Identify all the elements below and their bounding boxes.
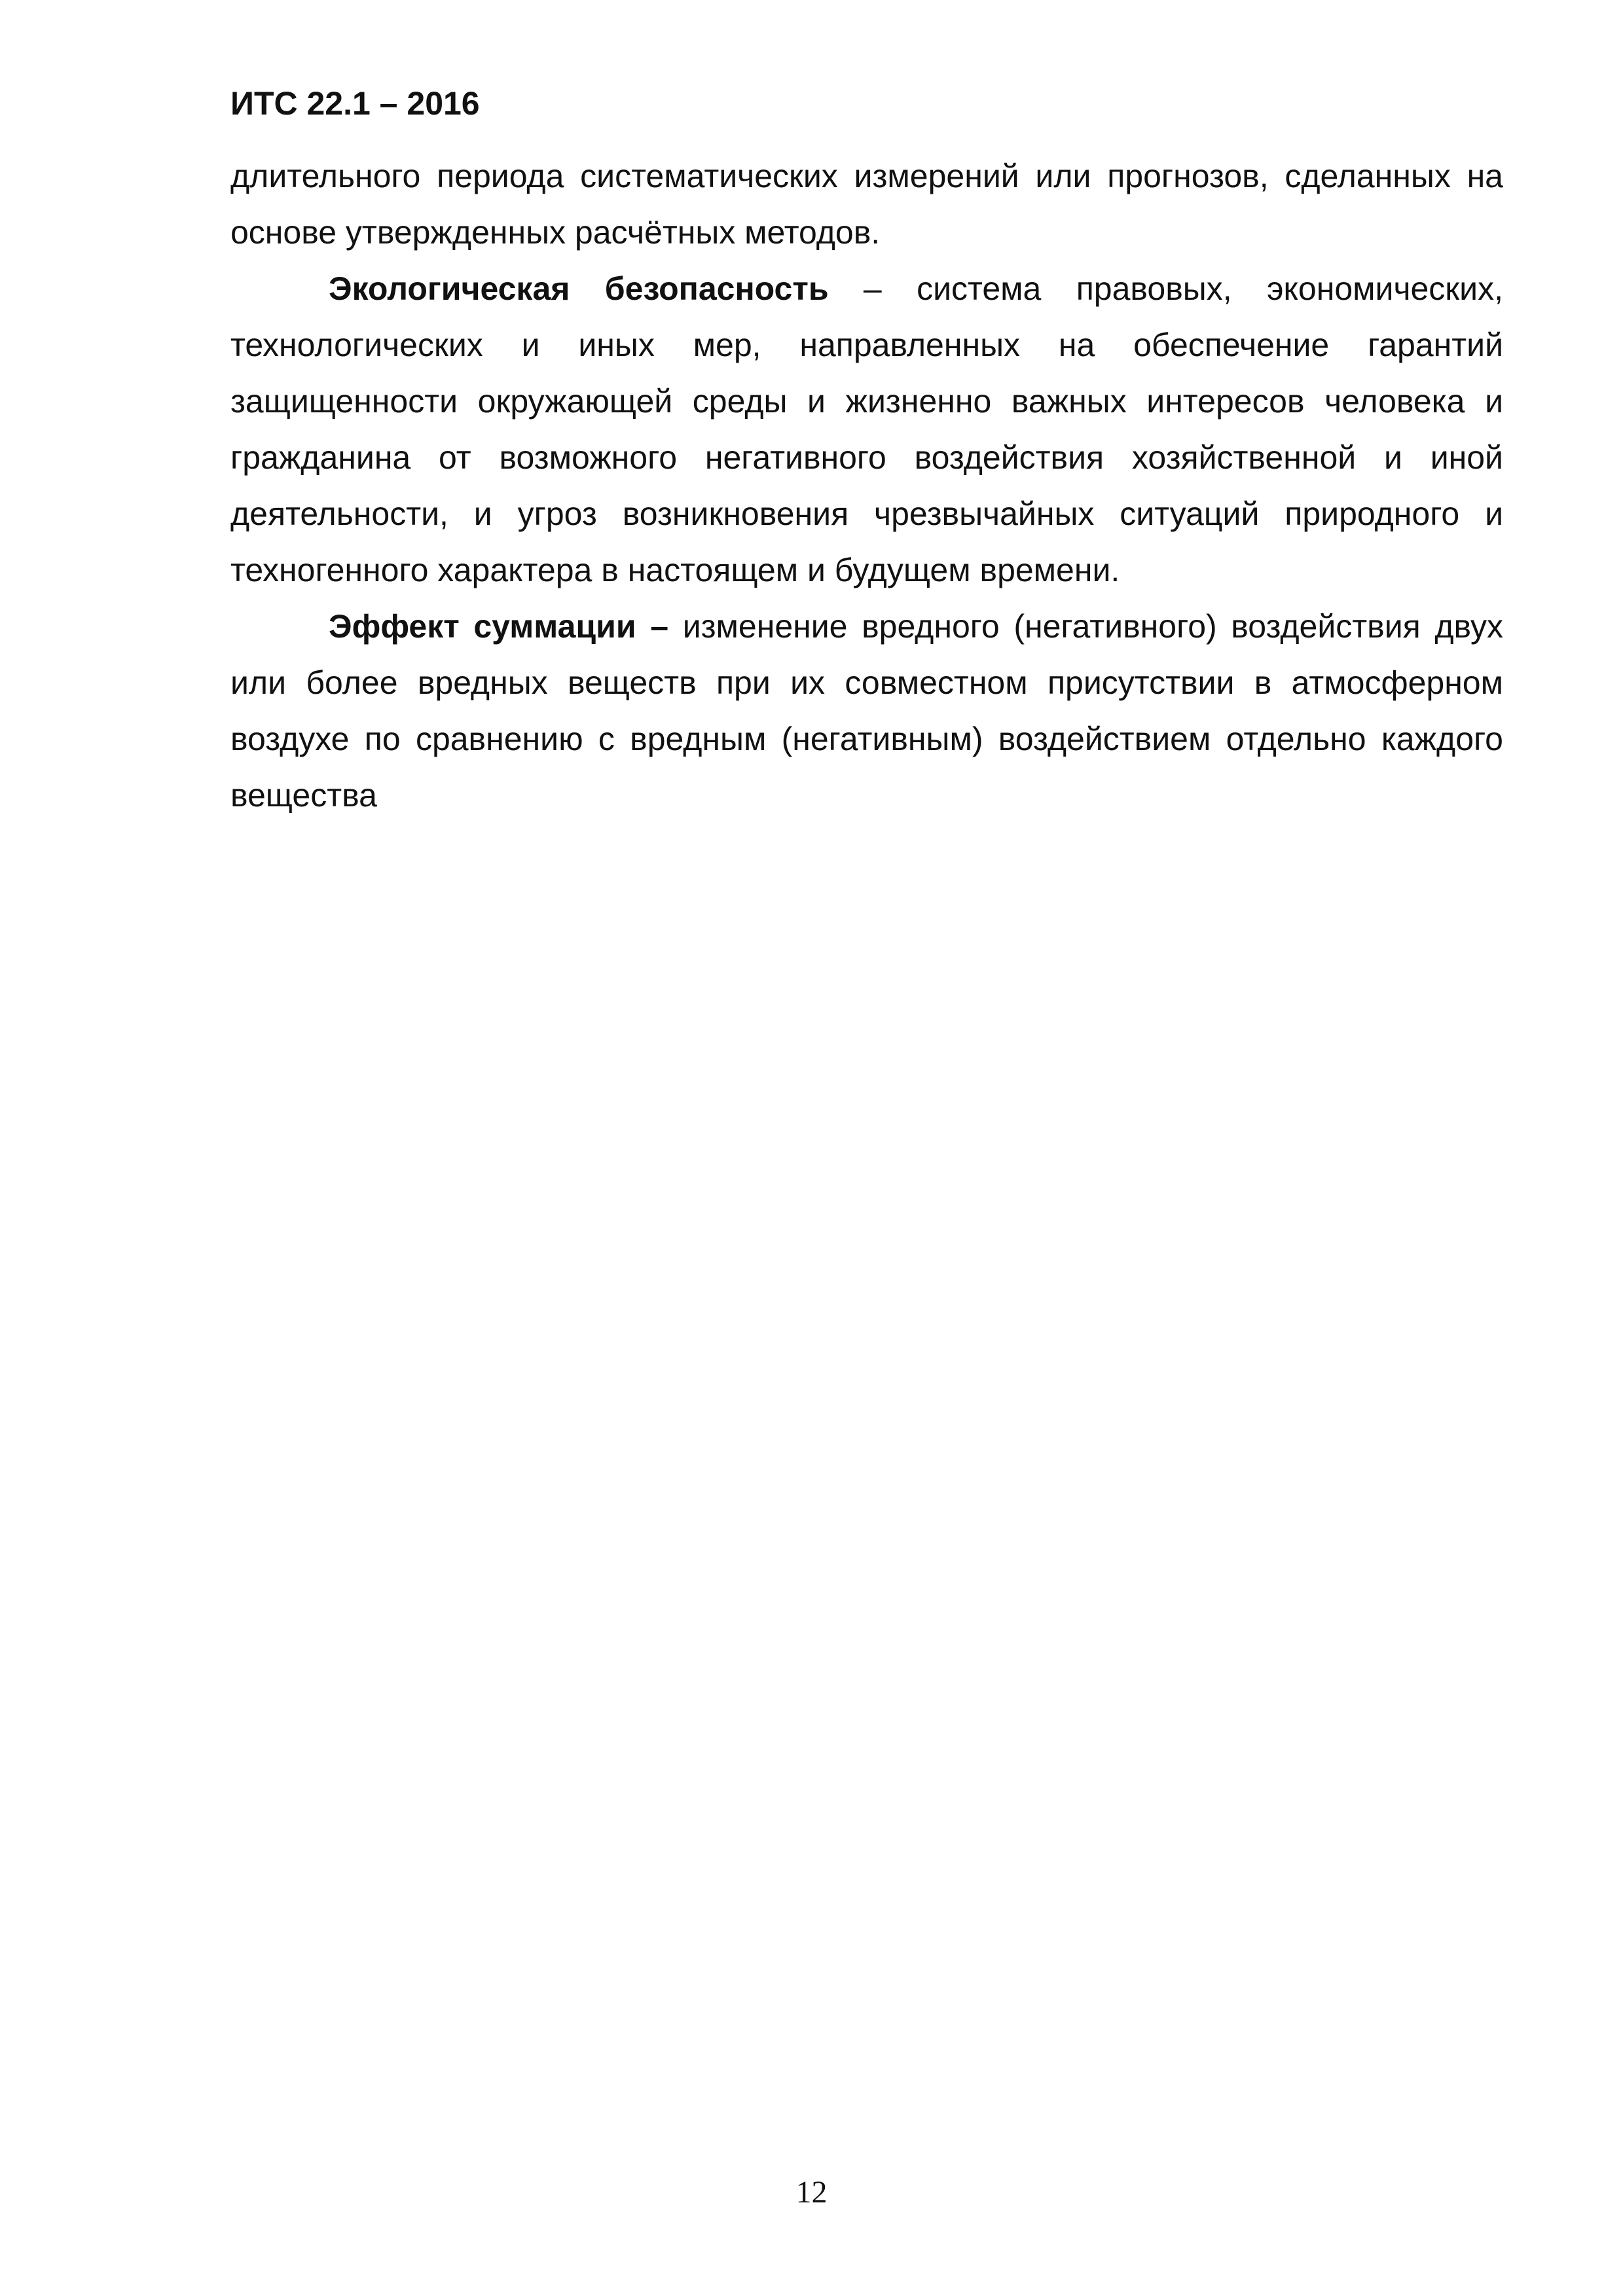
definition-term: Экологическая безопасность xyxy=(329,270,829,307)
definition-summation-effect xyxy=(230,598,1503,823)
document-body xyxy=(230,148,1503,823)
definition-separator xyxy=(668,608,683,645)
definition-ecological-safety xyxy=(230,260,1503,598)
definition-term: Эффект суммации – xyxy=(329,608,669,645)
definition-separator: – xyxy=(828,270,917,307)
document-header: ИТС 22.1 – 2016 xyxy=(230,85,480,122)
definition-text: система правовых, экономических, технологических и иных мер, направленных на обеспечение гарантий защищенности окружающей среды и жизненно важных интересов человека и гражданина от возможного негативного воздействия хозяйственной и иной деятельности, и угроз возникновения чрезвычайных ситуаций природного и техногенного характера в настоящем и будущем времени. xyxy=(230,270,1503,588)
paragraph-continuation: длительного периода систематических измерений или прогнозов, сделанных на основе утвержденных расчётных методов. xyxy=(230,158,1503,251)
page-number: 12 xyxy=(795,2175,828,2210)
definition-text: изменение вредного (негативного) воздействия двух или более вредных веществ при их совместном присутствии в атмосферном воздухе по сравнению с вредным (негативным) воздействием отдельно каждого вещества xyxy=(230,608,1503,814)
